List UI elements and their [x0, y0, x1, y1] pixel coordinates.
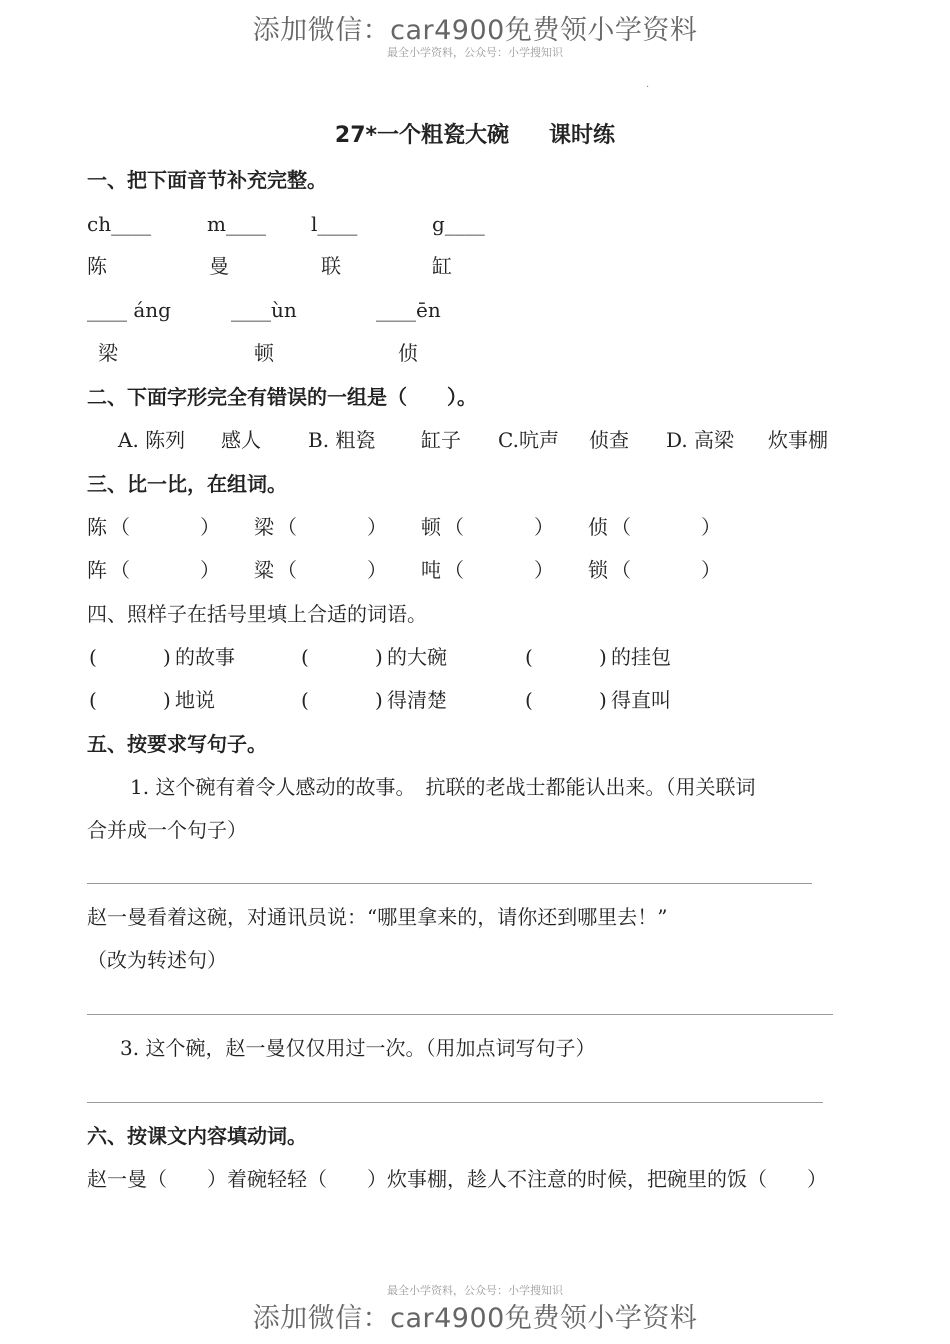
answer-line[interactable]: [87, 1014, 833, 1015]
page-title: [0, 118, 950, 149]
blank[interactable]: ____ēn: [376, 298, 441, 322]
option-b[interactable]: B. 粗瓷: [308, 428, 376, 452]
blank[interactable]: ____ áng: [87, 298, 171, 322]
answer-line[interactable]: [87, 883, 812, 884]
blank[interactable]: l____: [311, 212, 358, 236]
blank[interactable]: ____ùn: [231, 298, 297, 322]
watermark-bottom: 添加微信：car4900免费领小学资料: [252, 1303, 698, 1334]
title-sub: 课时练: [549, 123, 616, 148]
option-a[interactable]: A. 陈列: [118, 428, 186, 452]
title-main: 27*一个粗瓷大碗: [334, 123, 510, 148]
blank[interactable]: ch____: [87, 212, 152, 236]
option-d[interactable]: D. 高梁: [666, 428, 735, 452]
answer-line[interactable]: [87, 1102, 823, 1103]
option-c[interactable]: C.吭声: [498, 428, 559, 452]
footer-note: 最全小学资料，公众号：小学搜知识: [387, 1284, 563, 1297]
blank[interactable]: g____: [432, 212, 485, 236]
header-note: 最全小学资料，公众号：小学搜知识: [387, 46, 563, 59]
stray-dot: ·: [646, 82, 650, 93]
watermark-top: 添加微信：car4900免费领小学资料: [252, 15, 698, 46]
blank[interactable]: m____: [207, 212, 266, 236]
